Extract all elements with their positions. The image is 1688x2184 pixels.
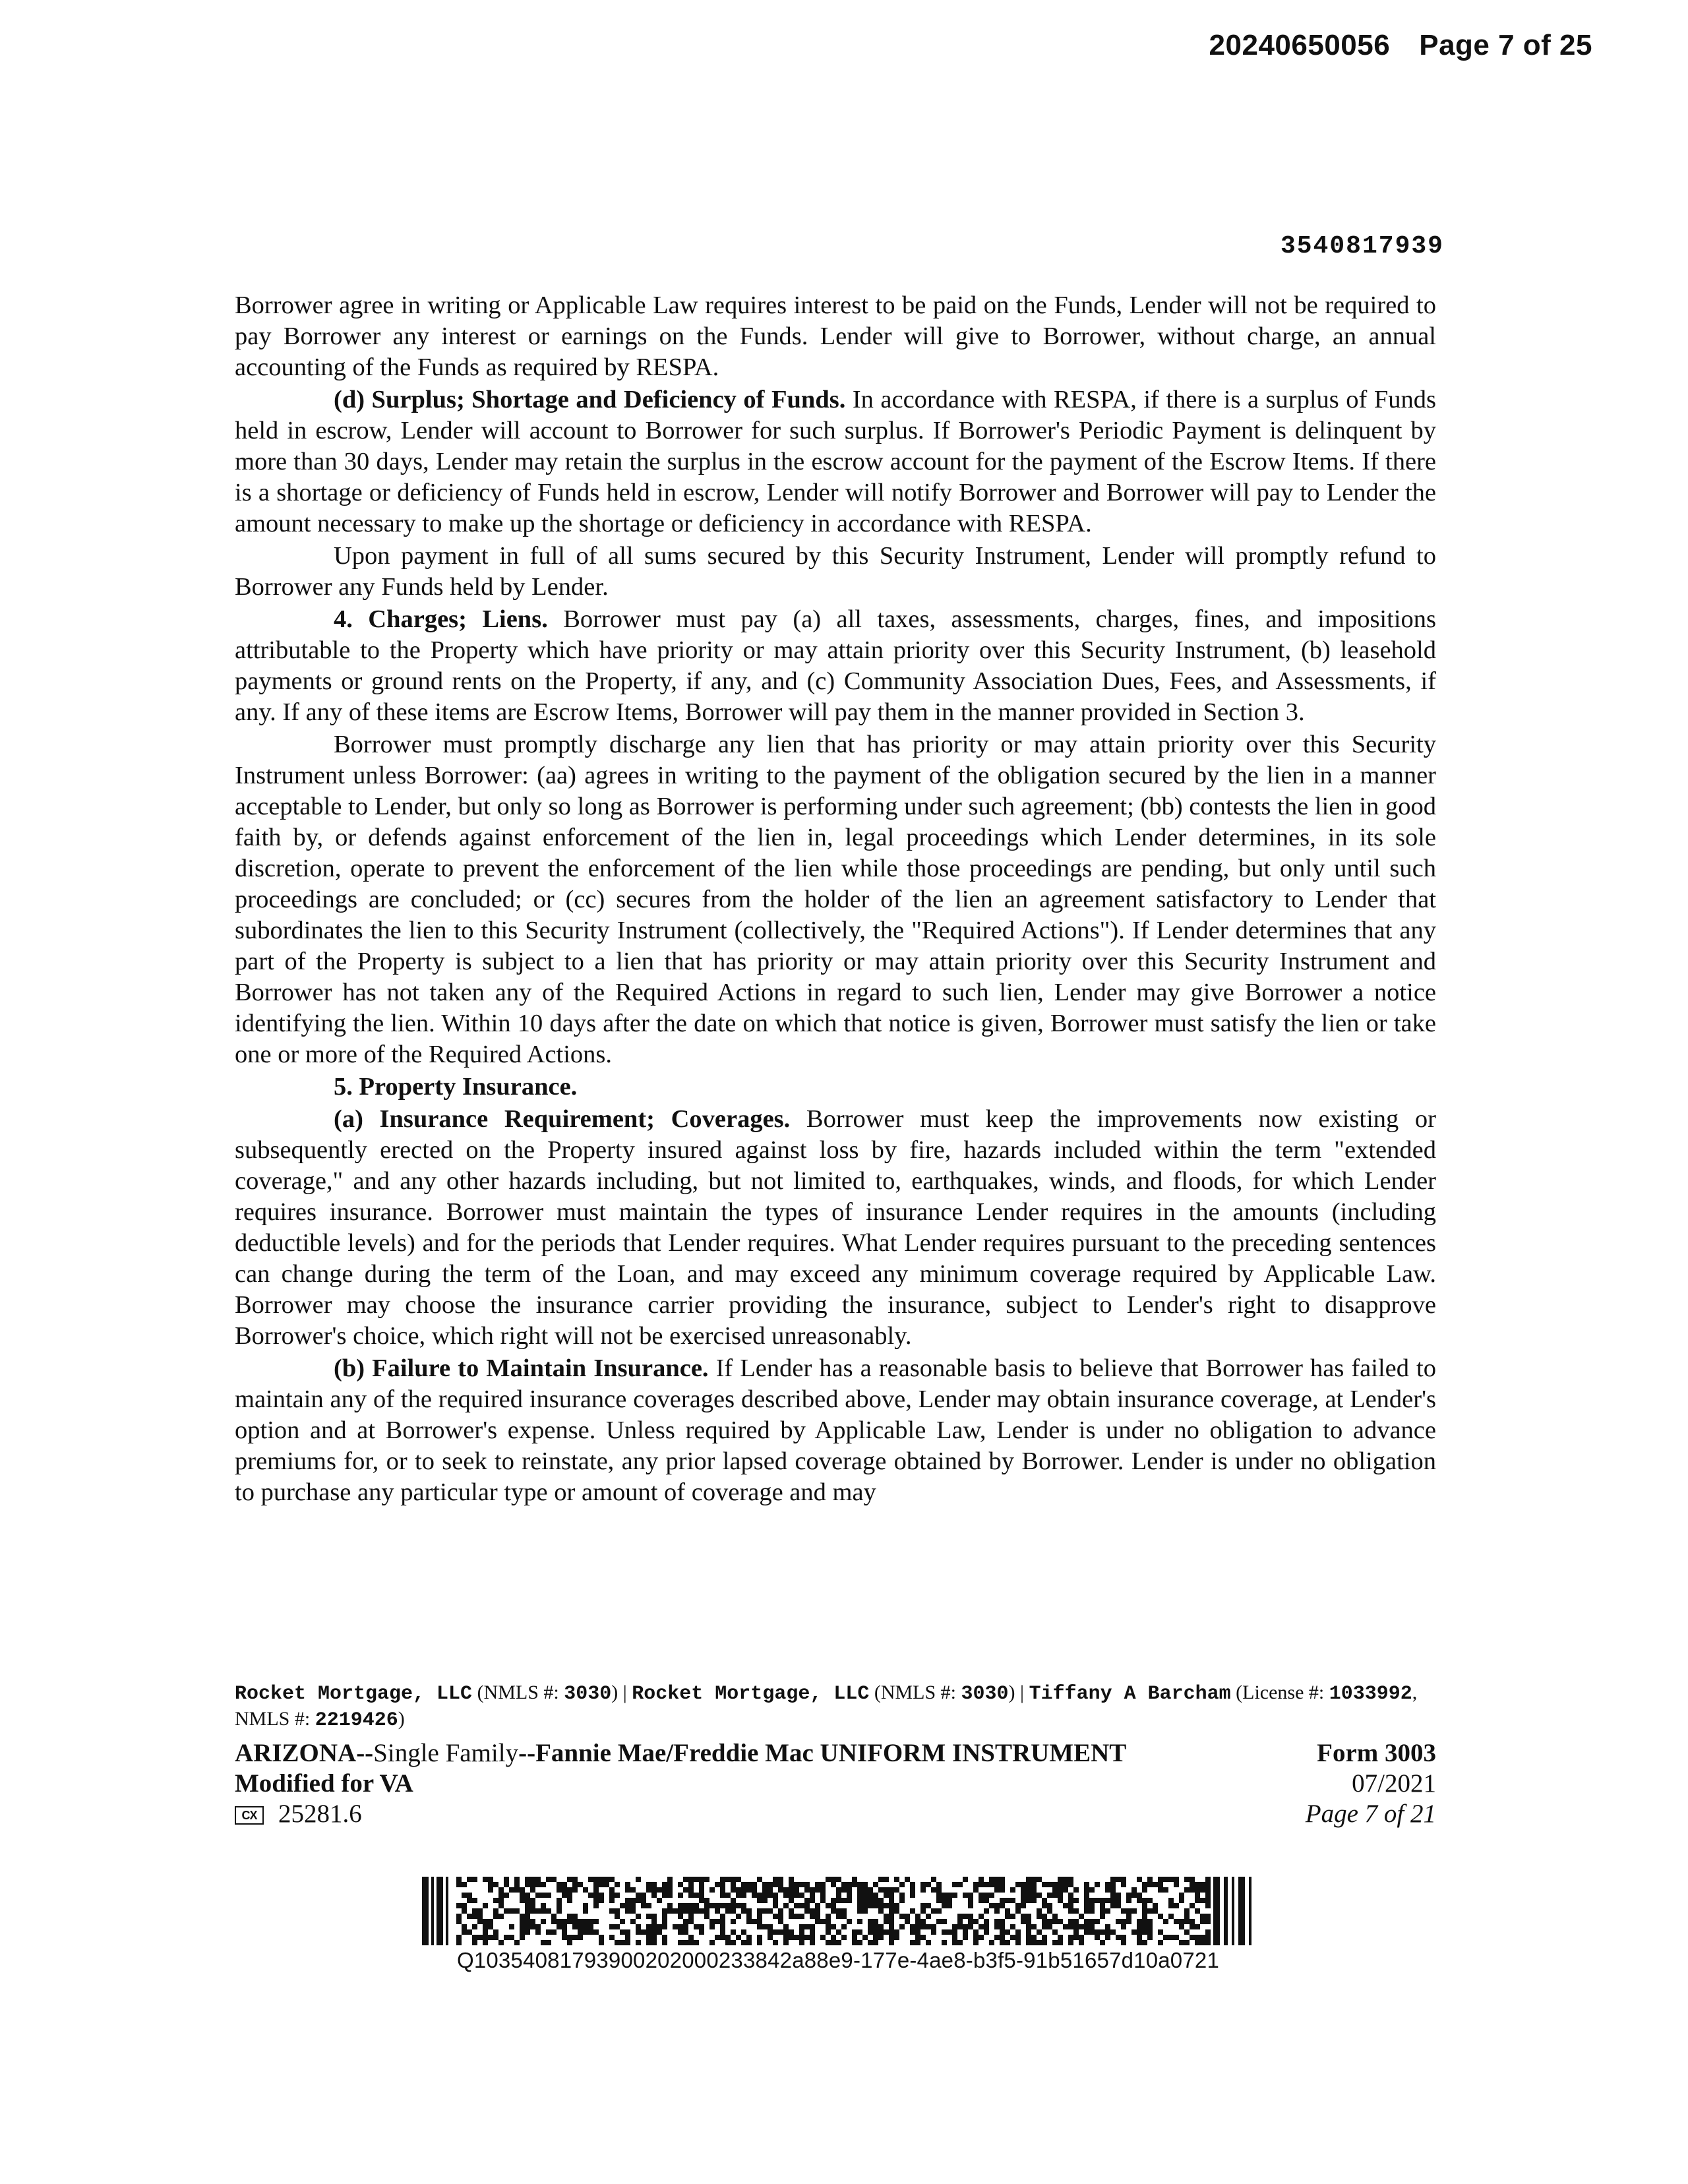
form-info-row xyxy=(235,1738,1436,1829)
paragraph-surplus: (d) Surplus; Shortage and Deficiency of Funds. In accordance with RESPA, if there is a surplus of Funds held in escrow, Lender will account to Borrower for such surplus. If Borrower's Periodic Payment is delinquent by more than 30 days, Lender may retain the surplus in the escrow account for the payment of the Escrow Items. If there is a shortage or deficiency of Funds held in escrow, Lender will notify Borrower and Borrower will pay to Lender the amount necessary to make up the shortage or deficiency in accordance with RESPA. xyxy=(235,386,1436,537)
section-heading: (a) Insurance Requirement; Coverages. xyxy=(334,1105,791,1133)
document-footer xyxy=(235,1680,1436,1829)
paragraph-funds-interest: Borrower agree in writing or Applicable Law requires interest to be paid on the Funds, Lender will not be required to pay Borrower any interest or earnings on the Funds. Lender will give to Borrower, without charge, an annual accounting of the Funds as required by RESPA. xyxy=(235,291,1436,381)
paragraph-property-insurance xyxy=(235,1072,1436,1103)
paragraph-refund: Upon payment in full of all sums secured by this Security Instrument, Lender will promptly refund to Borrower any Funds held by Lender. xyxy=(235,542,1436,601)
form-page: Page 7 of 21 xyxy=(1305,1800,1436,1828)
form-date: 07/2021 xyxy=(1352,1769,1436,1798)
section-heading: (d) Surplus; Shortage and Deficiency of Funds. xyxy=(334,386,846,413)
page-label: Page 7 of 25 xyxy=(1419,29,1592,61)
section-heading: 5. Property Insurance. xyxy=(334,1073,578,1101)
paragraph-discharge-lien: Borrower must promptly discharge any lien that has priority or may attain priority over this Security Instrument unless Borrower: (aa) agrees in writing to the payment of the obligation secured by the lien in a manner acceptable to Lender, but only so long as Borrower is performing under such agreement; (bb) contests the lien in good faith by, or defends against enforcement of the lien in, legal proceedings which Lender determines, in its sole discretion, operate to prevent the enforcement of the lien while those proceedings are pending, but only until such proceedings are concluded; or (cc) secures from the holder of the lien an agreement satisfactory to Lender that subordinates the lien to this Security Instrument (collectively, the "Required Actions"). If Lender determines that any part of the Property is subject to a lien that has priority or may attain priority over this Security Instrument and Borrower has not taken any of the Required Actions in regard to such lien, Lender may give Borrower a notice identifying the lien. Within 10 days after the date on which that notice is given, Borrower must satisfy the lien or take one or more of the Required Actions. xyxy=(235,731,1436,1068)
form-title: ARIZONA--Single Family--Fannie Mae/Freddie Mac UNIFORM INSTRUMENT Modified for VA CX 25281.6 xyxy=(235,1739,1127,1828)
section-heading: 4. Charges; Liens. xyxy=(334,605,548,633)
doc-code: 25281.6 xyxy=(278,1800,362,1828)
lender-info: Rocket Mortgage, LLC (NMLS #: 3030) | Rocket Mortgage, LLC (NMLS #: 3030) | Tiffany A Barcham (License #: 1033992, NMLS #: 2219426) xyxy=(235,1682,1418,1732)
recording-header xyxy=(1209,29,1592,62)
section-heading: (b) Failure to Maintain Insurance. xyxy=(334,1354,709,1382)
paragraph-failure-to-maintain: (b) Failure to Maintain Insurance. If Lender has a reasonable basis to believe that Borrower has failed to maintain any of the required insurance coverages described above, Lender may obtain insurance coverage, at Lender's option and at Borrower's expense. Unless required by Applicable Law, Lender is under no obligation to advance premiums for, or to seek to reinstate, any prior lapsed coverage obtained by Borrower. Lender is under no obligation to purchase any particular type or amount of coverage and may xyxy=(235,1354,1436,1506)
barcode-icon xyxy=(422,1877,1254,1945)
form-number: Form 3003 xyxy=(1317,1739,1436,1767)
form-number-block xyxy=(1306,1738,1436,1829)
loan-number: 3540817939 xyxy=(1280,232,1444,260)
barcode-text: Q10354081793900202000233842a88e9-177e-4ae8-b3f5-91b51657d10a0721 xyxy=(456,1948,1220,1972)
paragraph-insurance-requirement: (a) Insurance Requirement; Coverages. Borrower must keep the improvements now existing or subsequently erected on the Property insured against loss by fire, hazards included within the term "extended coverage," and any other hazards including, but not limited to, earthquakes, winds, and floods, for which Lender requires insurance. Borrower must maintain the types of insurance Lender requires in the amounts (including deductible levels) and for the periods that Lender requires. What Lender requires pursuant to the preceding sentences can change during the term of the Loan, and may exceed any minimum coverage required by Applicable Law. Borrower may choose the insurance carrier providing the insurance, subject to Lender's right to disapprove Borrower's choice, which right will not be exercised unreasonably. xyxy=(235,1105,1436,1350)
paragraph-charges-liens: 4. Charges; Liens. Borrower must pay (a) all taxes, assessments, charges, fines, and impositions attributable to the Property which have priority or may attain priority over this Security Instrument, (b) leasehold payments or ground rents on the Property, if any, and (c) Community Association Dues, Fees, and Assessments, if any. If any of these items are Escrow Items, Borrower will pay them in the manner provided in Section 3. xyxy=(235,605,1436,726)
document-body xyxy=(235,290,1436,1509)
cx-logo-icon: CX xyxy=(235,1806,264,1825)
recording-number: 20240650056 xyxy=(1209,29,1391,61)
